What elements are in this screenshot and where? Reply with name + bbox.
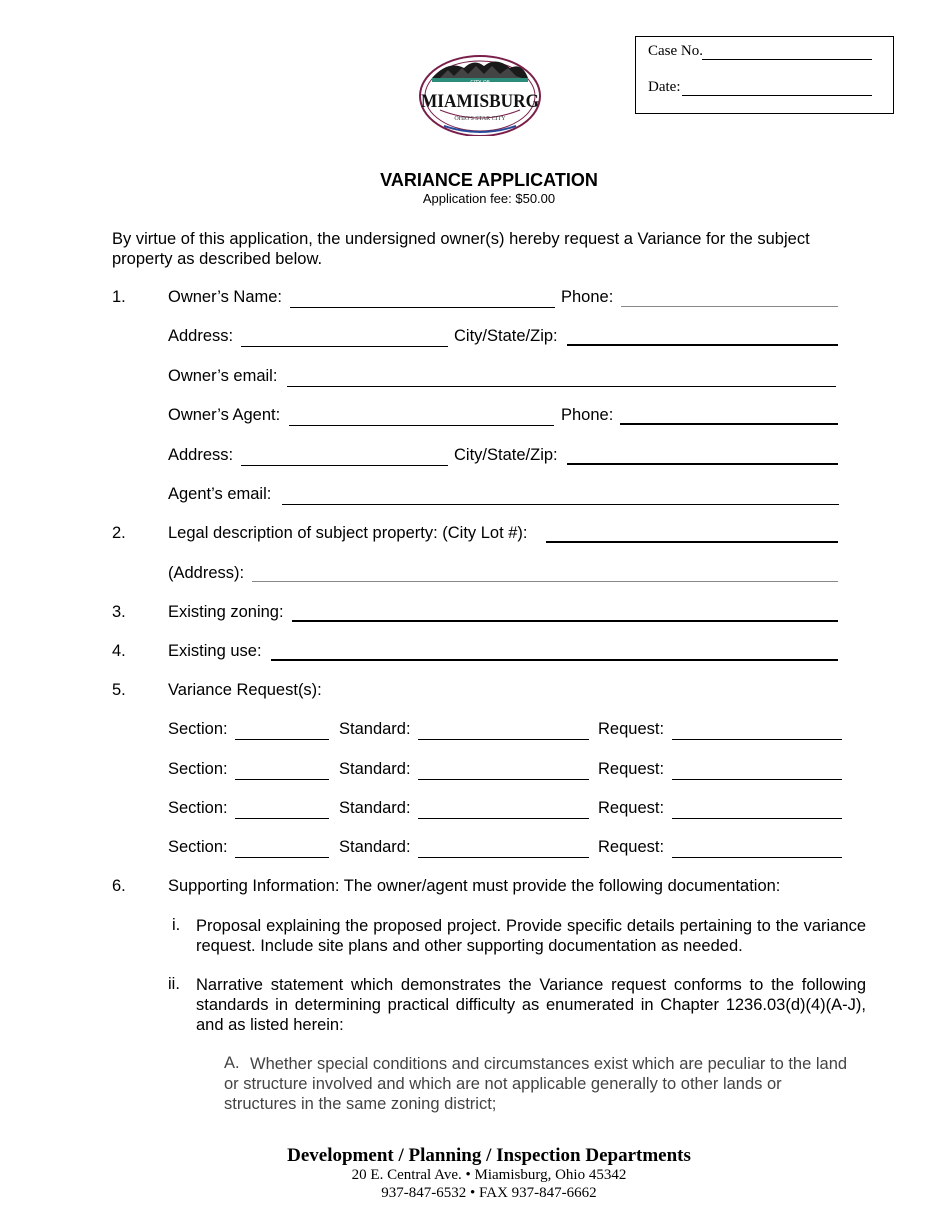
variance-request-field[interactable] [672, 837, 842, 858]
variance-standard-field[interactable] [418, 759, 589, 780]
variance-standard-label: Standard: [339, 799, 411, 817]
agent-name-label: Owner’s Agent: [168, 406, 281, 424]
item-number-5: 5. [112, 681, 126, 699]
case-no-field[interactable] [702, 59, 872, 60]
owner-city-field[interactable] [567, 324, 838, 346]
item-number-1: 1. [112, 288, 126, 306]
agent-email-label: Agent’s email: [168, 485, 272, 503]
variance-section-label: Section: [168, 799, 228, 817]
variance-section-label: Section: [168, 838, 228, 856]
existing-use-label: Existing use: [168, 642, 262, 660]
item-number-4: 4. [112, 642, 126, 660]
agent-phone-label: Phone: [561, 406, 614, 424]
footer-address: 20 E. Central Ave. • Miamisburg, Ohio 45342 [351, 1167, 627, 1183]
variance-request-field[interactable] [672, 798, 842, 819]
footer-phone: 937-847-6532 • FAX 937-847-6662 [381, 1185, 597, 1201]
variance-request-field[interactable] [672, 719, 842, 740]
variance-request-label: Request: [598, 720, 665, 738]
variance-request-field[interactable] [672, 759, 842, 780]
legal-description-label: Legal description of subject property: (City Lot #): [168, 524, 528, 542]
owner-email-field[interactable] [287, 366, 836, 387]
item-number-2: 2. [112, 524, 126, 542]
intro-paragraph: By virtue of this application, the undersigned owner(s) hereby request a Variance for the subject property as described below. [112, 230, 810, 268]
existing-zoning-field[interactable] [292, 600, 838, 622]
variance-section-field[interactable] [235, 759, 329, 780]
application-fee: Application fee: $50.00 [422, 191, 556, 206]
variance-standard-field[interactable] [418, 719, 589, 740]
property-address-field[interactable] [252, 561, 838, 582]
variance-section-field[interactable] [235, 798, 329, 819]
owner-email-label: Owner’s email: [168, 367, 278, 385]
miamisburg-logo [418, 52, 542, 136]
owner-address-label: Address: [168, 327, 234, 345]
page-title: VARIANCE APPLICATION [380, 170, 598, 190]
existing-use-field[interactable] [271, 639, 838, 661]
date-field[interactable] [682, 95, 872, 96]
sub-item-ii-number: ii. [168, 975, 180, 993]
item-number-3: 3. [112, 603, 126, 621]
agent-address-field[interactable] [241, 445, 448, 466]
agent-city-field[interactable] [567, 443, 838, 465]
item-number-6: 6. [112, 877, 126, 895]
logo-arc-text: CITY OF [470, 80, 490, 86]
supporting-heading: Supporting Information: The owner/agent must provide the following documentation: [168, 877, 781, 895]
variance-standard-label: Standard: [339, 760, 411, 778]
variance-section-field[interactable] [235, 719, 329, 740]
sub-item-i-number: i. [172, 916, 181, 934]
owner-address-field[interactable] [241, 326, 448, 347]
sub-item-i-text: Proposal explaining the proposed project. Provide specific details pertaining to the variance request. Include site plans and other supporting documentation as needed. [196, 917, 866, 955]
legal-description-field[interactable] [546, 521, 838, 543]
case-box [635, 36, 894, 114]
variance-heading: Variance Request(s): [168, 681, 322, 699]
agent-address-label: Address: [168, 446, 234, 464]
date-label: Date: [648, 79, 681, 95]
variance-section-field[interactable] [235, 837, 329, 858]
variance-standard-label: Standard: [339, 720, 411, 738]
owner-phone-label: Phone: [561, 288, 614, 306]
existing-zoning-label: Existing zoning: [168, 603, 284, 621]
variance-request-label: Request: [598, 799, 665, 817]
agent-email-field[interactable] [282, 484, 839, 505]
variance-request-label: Request: [598, 760, 665, 778]
criterion-a-text: Whether special conditions and circumstances exist which are peculiar to the land or structure involved and which are not applicable generally to other lands or structures in the same zoning district; [224, 1055, 848, 1113]
owner-name-label: Owner’s Name: [168, 288, 283, 306]
agent-city-label: City/State/Zip: [454, 446, 558, 464]
agent-phone-field[interactable] [620, 403, 838, 425]
variance-section-label: Section: [168, 720, 228, 738]
variance-standard-field[interactable] [418, 837, 589, 858]
owner-city-label: City/State/Zip: [454, 327, 558, 345]
owner-name-field[interactable] [290, 287, 555, 308]
variance-standard-label: Standard: [339, 838, 411, 856]
variance-section-label: Section: [168, 760, 228, 778]
criterion-a-number: A. [224, 1054, 240, 1072]
variance-standard-field[interactable] [418, 798, 589, 819]
logo-tagline: OHIO'S STAR CITY [454, 116, 506, 122]
case-no-label: Case No. [648, 43, 703, 59]
variance-request-label: Request: [598, 838, 665, 856]
agent-name-field[interactable] [289, 405, 554, 426]
property-address-label: (Address): [168, 564, 245, 582]
owner-phone-field[interactable] [621, 286, 838, 307]
sub-item-ii-text: Narrative statement which demonstrates the Variance request conforms to the following standards in determining practical difficulty as enumerated in Chapter 1236.03(d)(4)(A-J), and as listed herein: [196, 976, 866, 1034]
footer-department: Development / Planning / Inspection Departments [287, 1145, 691, 1166]
logo-name: MIAMISBURG [421, 91, 540, 112]
